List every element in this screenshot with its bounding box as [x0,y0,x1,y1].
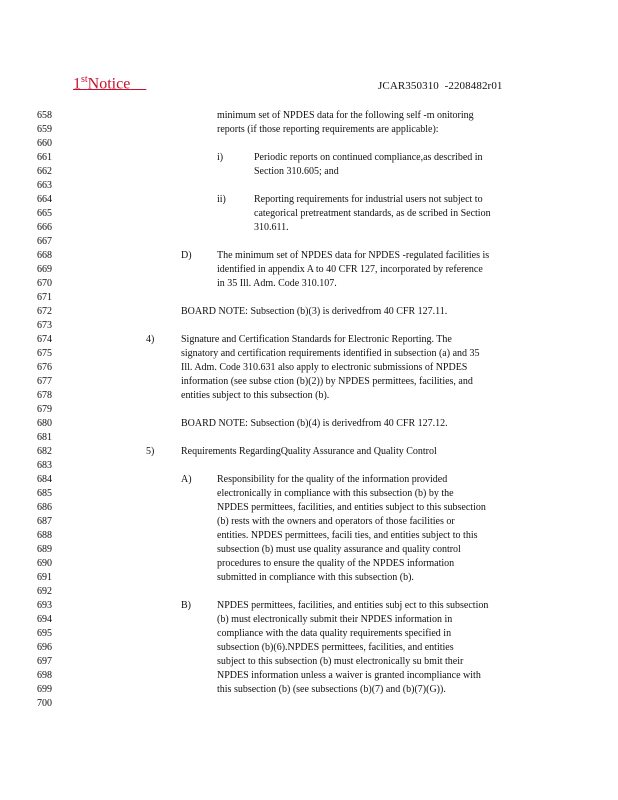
line-number: 682 [37,446,52,457]
line-number: 660 [37,138,52,149]
item-marker: D) [181,250,192,261]
item-text-line: electronically in compliance with this subsection (b) by the [217,488,454,499]
line-number: 661 [37,152,52,163]
section-title: Requirements RegardingQuality Assurance and Quality Control [181,446,437,457]
section-text-line: signatory and certification requirements identified in subsection (a) and 35 [181,348,480,359]
line-number: 675 [37,348,52,359]
paragraph-line: minimum set of NPDES data for the following self -m onitoring [217,110,474,121]
line-number: 663 [37,180,52,191]
item-marker: B) [181,600,191,611]
item-marker: ii) [217,194,226,205]
item-text-line: (b) must electronically submit their NPDES information in [217,614,453,625]
line-number: 696 [37,642,52,653]
item-text-line: compliance with the data quality requirements specified in [217,628,452,639]
line-number: 681 [37,432,52,443]
line-number: 694 [37,614,52,625]
line-number: 668 [37,250,52,261]
section-text-line: Signature and Certification Standards for Electronic Reporting. The [181,334,452,345]
line-number: 698 [37,670,52,681]
line-number: 680 [37,418,52,429]
item-text-line: in 35 Ill. Adm. Code 310.107. [217,278,337,289]
line-number: 659 [37,124,52,135]
board-note: BOARD NOTE: Subsection (b)(4) is derivedfrom 40 CFR 127.12. [181,418,448,429]
item-text-line: NPDES permittees, facilities, and entities subj ect to this subsection [217,600,489,611]
line-number: 676 [37,362,52,373]
line-number: 685 [37,488,52,499]
item-marker: i) [217,152,224,163]
line-number: 693 [37,600,52,611]
line-number: 667 [37,236,52,247]
item-text-line: Section 310.605; and [254,166,339,177]
item-text-line: subject to this subsection (b) must electronically su bmit their [217,656,464,667]
item-text-line: subsection (b) must use quality assurance and quality control [217,544,461,555]
item-text-line: entities. NPDES permittees, facili ties, and entities subject to this [217,530,478,541]
item-text-line: identified in appendix A to 40 CFR 127, incorporated by reference [217,264,483,275]
item-marker: A) [181,474,192,485]
line-number: 674 [37,334,52,345]
line-number: 683 [37,460,52,471]
section-text-line: Ill. Adm. Code 310.631 also apply to electronic submissions of NPDES [181,362,468,373]
line-number: 673 [37,320,52,331]
notice-prefix: 1 [73,75,81,93]
item-text-line: The minimum set of NPDES data for NPDES -regulated facilities is [217,250,490,261]
item-text-line: NPDES information unless a waiver is granted incompliance with [217,670,481,681]
line-number: 662 [37,166,52,177]
line-number: 669 [37,264,52,275]
line-number: 695 [37,628,52,639]
section-text-line: information (see subse ction (b)(2)) by NPDES permittees, facilities, and [181,376,473,387]
item-text-line: Periodic reports on continued compliance,as described in [254,152,483,163]
line-number: 664 [37,194,52,205]
item-text-line: submitted in compliance with this subsection (b). [217,572,414,583]
document-id: JCAR350310 -2208482r01 [378,80,503,92]
item-text-line: Responsibility for the quality of the information provided [217,474,448,485]
item-text-line: 310.611. [254,222,289,233]
notice-word: Notice [87,75,131,93]
paragraph-line: reports (if those reporting requirements are applicable): [217,124,439,135]
section-text-line: entities subject to this subsection (b). [181,390,330,401]
line-number: 684 [37,474,52,485]
section-marker: 5) [146,446,155,457]
line-number: 697 [37,656,52,667]
line-number: 691 [37,572,52,583]
line-number: 692 [37,586,52,597]
line-number: 671 [37,292,52,303]
line-number: 700 [37,698,52,709]
item-text-line: Reporting requirements for industrial users not subject to [254,194,483,205]
line-number: 690 [37,558,52,569]
line-number: 687 [37,516,52,527]
line-number: 666 [37,222,52,233]
notice-heading [73,74,146,93]
item-text-line: (b) rests with the owners and operators of those facilities or [217,516,455,527]
line-number: 670 [37,278,52,289]
line-number: 665 [37,208,52,219]
line-number: 678 [37,390,52,401]
item-text-line: subsection (b)(6).NPDES permittees, facilities, and entities [217,642,454,653]
item-text-line: categorical pretreatment standards, as de scribed in Section [254,208,491,219]
notice-superscript: st [81,74,88,85]
section-marker: 4) [146,334,155,345]
line-number: 686 [37,502,52,513]
line-number: 672 [37,306,52,317]
line-number: 688 [37,530,52,541]
item-text-line: NPDES permittees, facilities, and entities subject to this subsection [217,502,486,513]
board-note: BOARD NOTE: Subsection (b)(3) is derivedfrom 40 CFR 127.11. [181,306,448,317]
line-number: 677 [37,376,52,387]
item-text-line: this subsection (b) (see subsections (b)(7) and (b)(7)(G)). [217,684,446,695]
line-number: 699 [37,684,52,695]
item-text-line: procedures to ensure the quality of the NPDES information [217,558,455,569]
line-number: 658 [37,110,52,121]
line-number: 679 [37,404,52,415]
line-number: 689 [37,544,52,555]
